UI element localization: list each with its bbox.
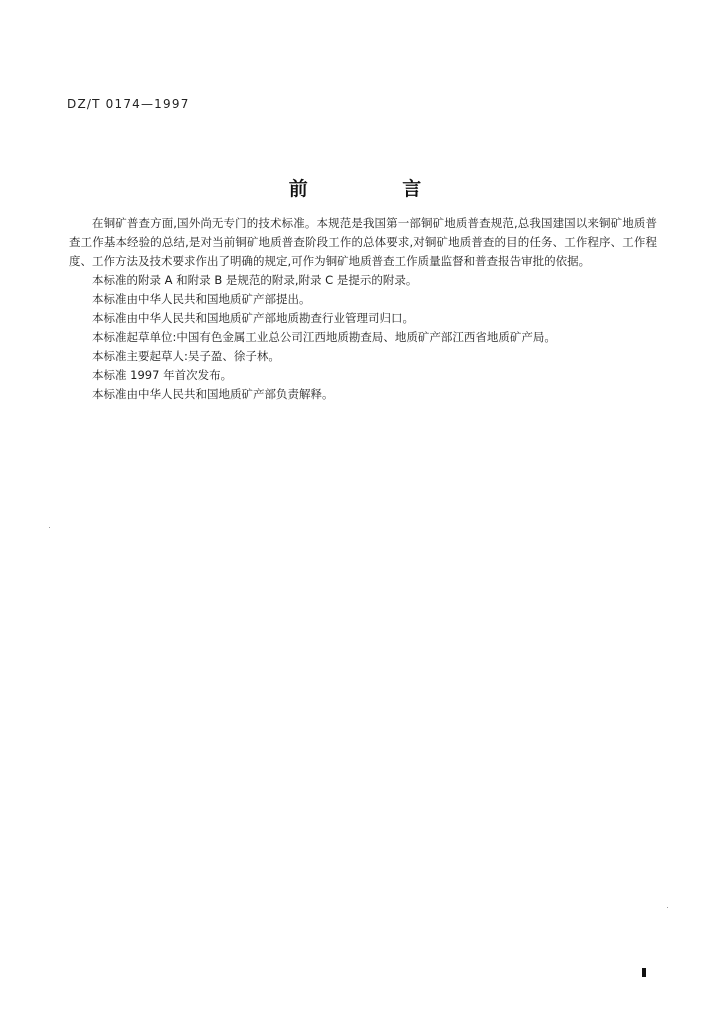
paragraph-drafters: 本标准主要起草人:吴子盈、徐子林。 bbox=[92, 349, 280, 363]
document-code: DZ/T 0174—1997 bbox=[67, 97, 190, 111]
section-title: 前 言 bbox=[288, 178, 466, 200]
paragraph-administrator: 本标准由中华人民共和国地质矿产部地质勘查行业管理司归口。 bbox=[92, 311, 414, 325]
scan-speck bbox=[49, 527, 50, 528]
paragraph-intro: 在铜矿普查方面,国外尚无专门的技术标准。本规范是我国第一部铜矿地质普查规范,总我国建国以来铜矿地质普查工作基本经验的总结,是对当前铜矿地质普查阶段工作的总体要求,对铜矿地质普查的目的任务、工作程序、工作程度、工作方法及技术要求作出了明确的规定,可作为铜矿地质普查工作质量监督和普查报告审批的依据。 bbox=[69, 216, 657, 268]
page-number-mark bbox=[642, 968, 646, 977]
scan-speck bbox=[667, 907, 668, 908]
paragraph-release: 本标准 1997 年首次发布。 bbox=[92, 368, 233, 382]
foreword-body bbox=[69, 214, 657, 404]
paragraph-interpretation: 本标准由中华人民共和国地质矿产部负责解释。 bbox=[92, 387, 334, 401]
paragraph-appendix: 本标准的附录 A 和附录 B 是规范的附录,附录 C 是提示的附录。 bbox=[92, 273, 418, 287]
paragraph-proposer: 本标准由中华人民共和国地质矿产部提出。 bbox=[92, 292, 311, 306]
paragraph-drafting-units: 本标准起草单位:中国有色金属工业总公司江西地质勘查局、地质矿产部江西省地质矿产局。 bbox=[92, 330, 556, 344]
